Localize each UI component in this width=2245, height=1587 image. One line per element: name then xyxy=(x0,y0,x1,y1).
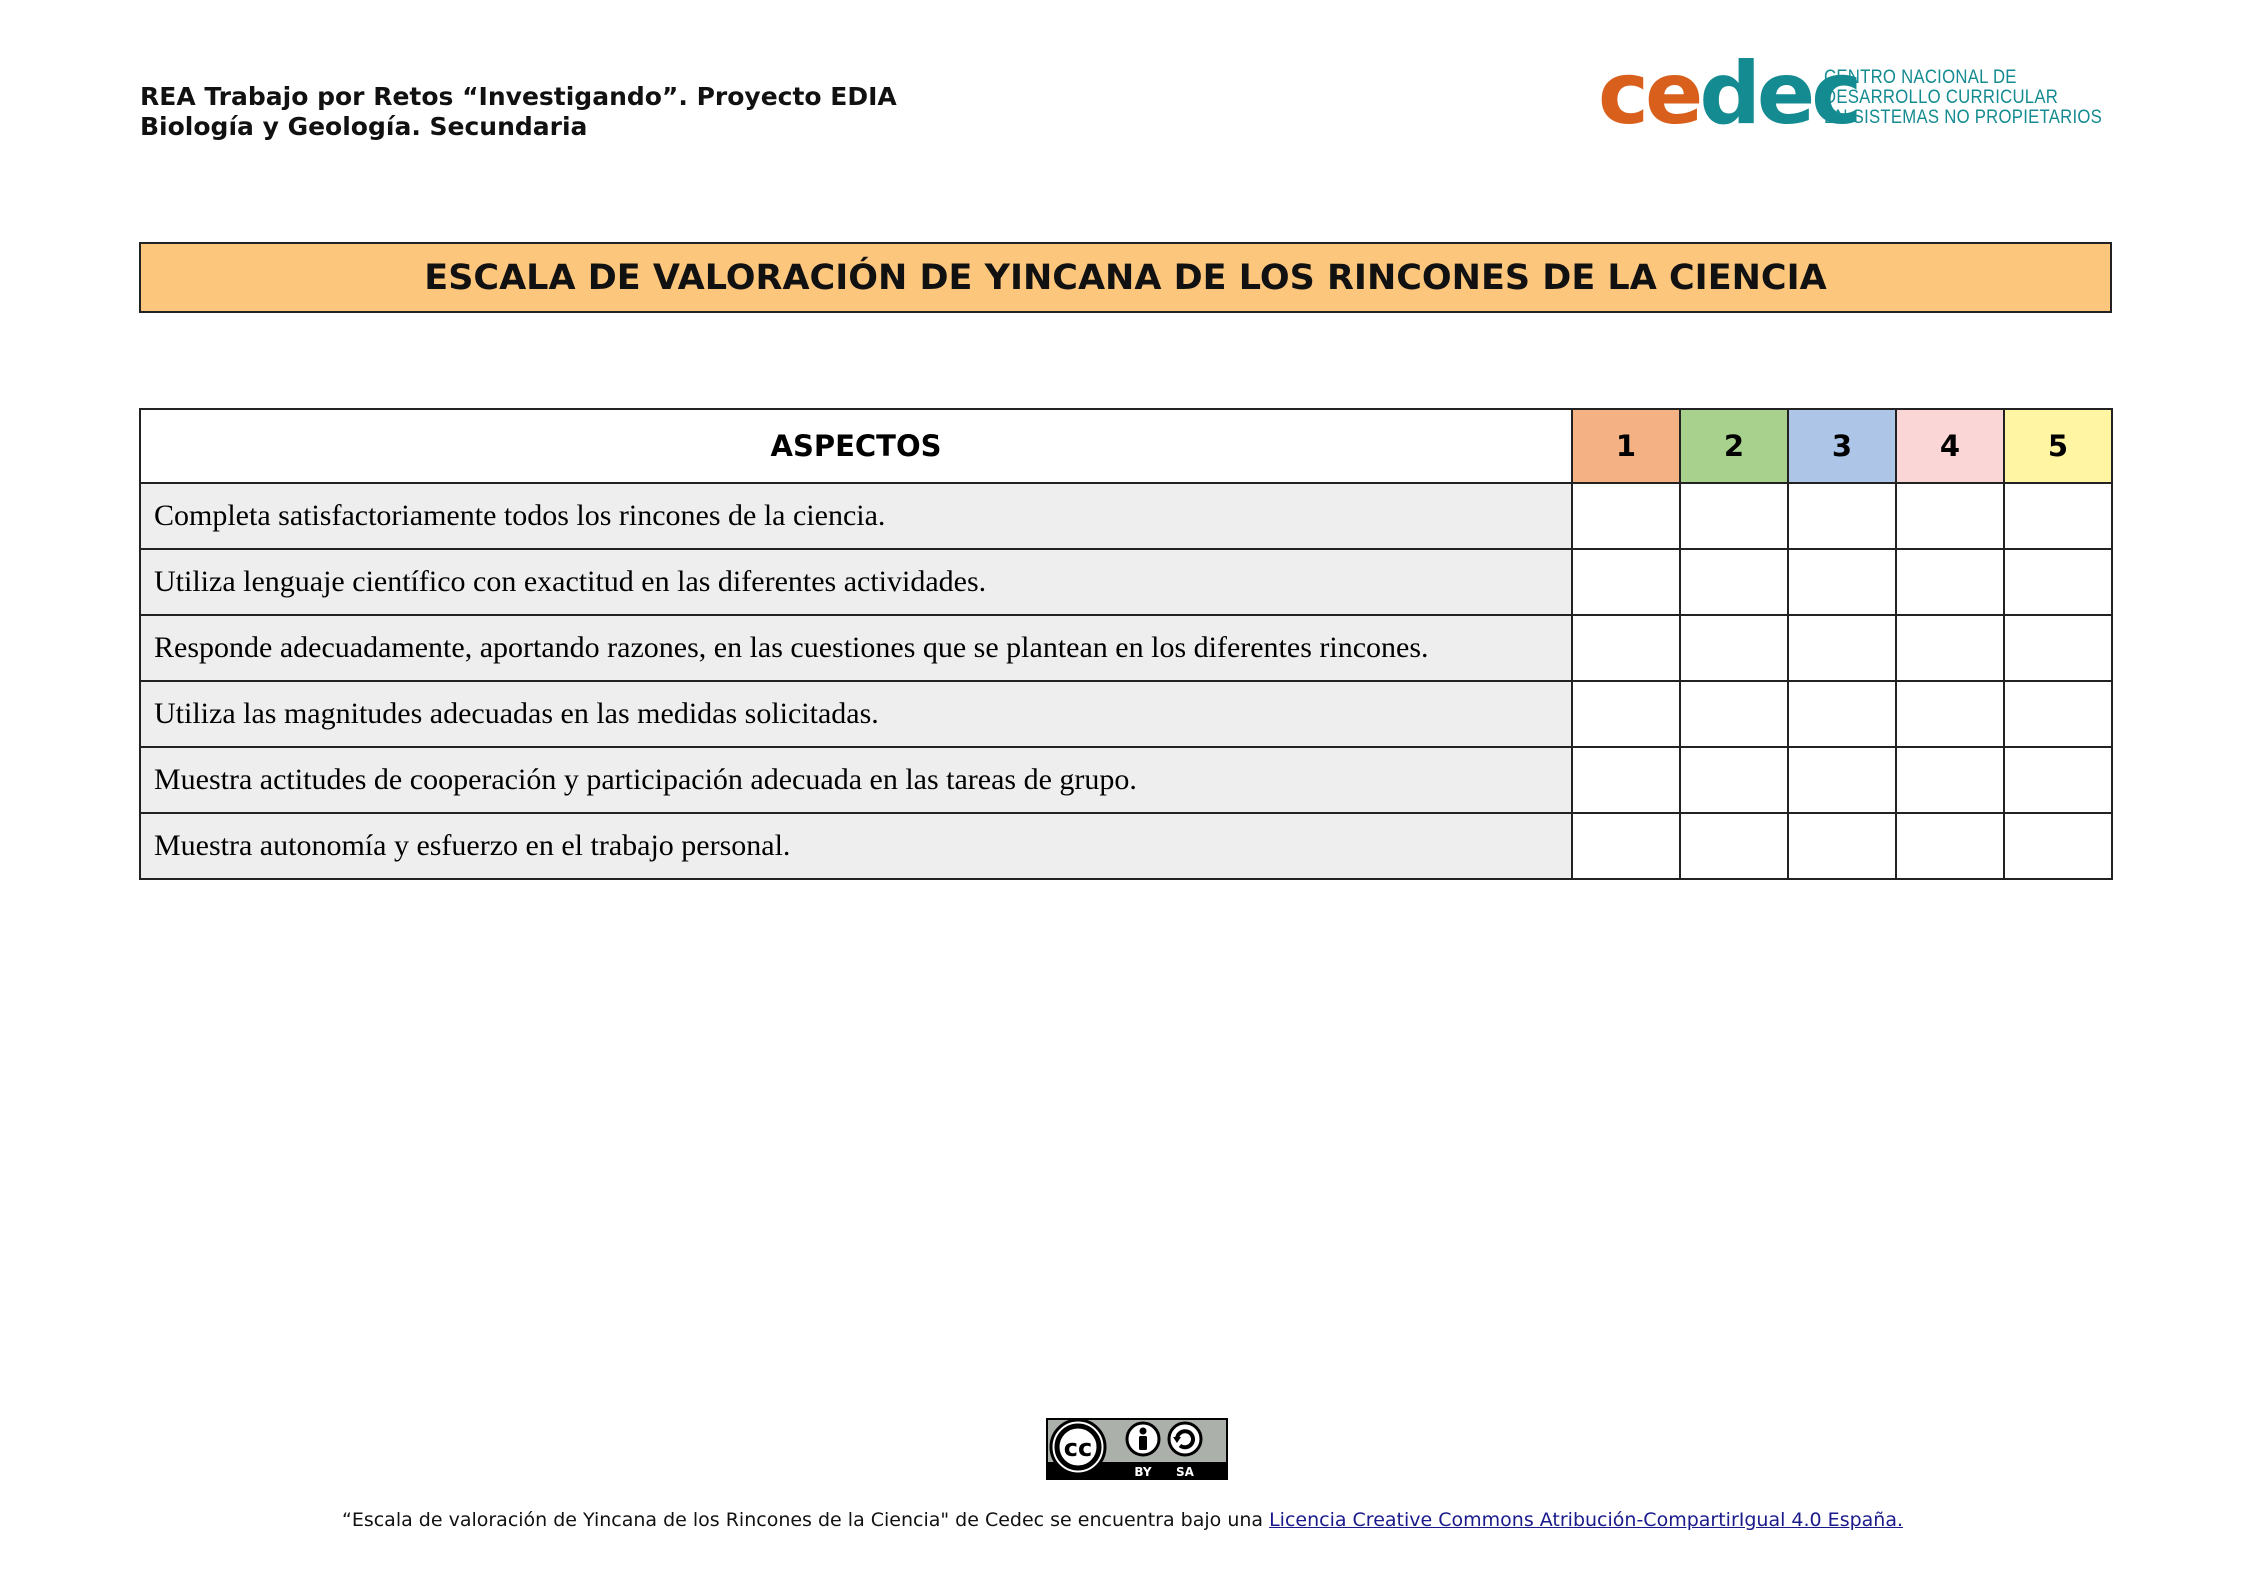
score-cell[interactable] xyxy=(2004,681,2112,747)
table-row xyxy=(140,615,2112,681)
score-cell[interactable] xyxy=(1788,483,1896,549)
score-cell[interactable] xyxy=(1572,747,1680,813)
score-header-5: 5 xyxy=(2004,409,2112,483)
cedec-logo-subtitle: CENTRO NACIONAL DE DESARROLLO CURRICULAR EN SISTEMAS NO PROPIETARIOS xyxy=(1824,67,2103,128)
cc-letters: cc xyxy=(1063,1434,1093,1462)
score-cell[interactable] xyxy=(1896,483,2004,549)
document-header xyxy=(140,82,897,142)
rating-scale-table xyxy=(139,408,2113,880)
score-cell[interactable] xyxy=(1896,549,2004,615)
license-link[interactable]: Licencia Creative Commons Atribución-CompartirIgual 4.0 España. xyxy=(1269,1509,1904,1531)
by-label: BY xyxy=(1134,1465,1152,1479)
score-cell[interactable] xyxy=(1680,615,1788,681)
table-row xyxy=(140,549,2112,615)
score-header-1: 1 xyxy=(1572,409,1680,483)
aspect-cell: Completa satisfactoriamente todos los rincones de la ciencia. xyxy=(140,483,1572,549)
score-cell[interactable] xyxy=(1788,615,1896,681)
aspect-cell: Responde adecuadamente, aportando razones, en las cuestiones que se plantean en los diferentes rincones. xyxy=(140,615,1572,681)
score-cell[interactable] xyxy=(2004,483,2112,549)
score-cell[interactable] xyxy=(2004,813,2112,879)
table-header-row xyxy=(140,409,2112,483)
page-title: ESCALA DE VALORACIÓN DE YINCANA DE LOS RINCONES DE LA CIENCIA xyxy=(139,242,2112,313)
cedec-logo xyxy=(1598,44,2103,144)
header-project-line: REA Trabajo por Retos “Investigando”. Proyecto EDIA xyxy=(140,82,897,111)
table-row xyxy=(140,483,2112,549)
score-cell[interactable] xyxy=(1896,813,2004,879)
license-attribution-text: “Escala de valoración de Yincana de los Rincones de la Ciencia" de Cedec se encuentra bajo una xyxy=(341,1509,1270,1531)
score-cell[interactable] xyxy=(1896,747,2004,813)
table-row xyxy=(140,747,2112,813)
table-row xyxy=(140,813,2112,879)
score-cell[interactable] xyxy=(1788,549,1896,615)
score-cell[interactable] xyxy=(1572,483,1680,549)
score-cell[interactable] xyxy=(1788,813,1896,879)
cc-by-sa-icon[interactable] xyxy=(1045,1417,1229,1481)
score-cell[interactable] xyxy=(1896,615,2004,681)
score-cell[interactable] xyxy=(1788,747,1896,813)
sa-share-icon xyxy=(1169,1423,1201,1455)
score-cell[interactable] xyxy=(1572,813,1680,879)
score-cell[interactable] xyxy=(1896,681,2004,747)
score-cell[interactable] xyxy=(1572,615,1680,681)
score-cell[interactable] xyxy=(1680,813,1788,879)
cedec-logo-wordmark: cedec xyxy=(1598,44,1859,144)
score-cell[interactable] xyxy=(1572,549,1680,615)
aspect-cell: Muestra autonomía y esfuerzo en el trabajo personal. xyxy=(140,813,1572,879)
sa-label: SA xyxy=(1176,1465,1194,1479)
score-header-3: 3 xyxy=(1788,409,1896,483)
score-cell[interactable] xyxy=(1680,747,1788,813)
aspect-cell: Muestra actitudes de cooperación y participación adecuada en las tareas de grupo. xyxy=(140,747,1572,813)
score-cell[interactable] xyxy=(1680,483,1788,549)
score-cell[interactable] xyxy=(1680,549,1788,615)
score-cell[interactable] xyxy=(1572,681,1680,747)
score-cell[interactable] xyxy=(1788,681,1896,747)
score-cell[interactable] xyxy=(2004,747,2112,813)
score-cell[interactable] xyxy=(2004,549,2112,615)
score-cell[interactable] xyxy=(2004,615,2112,681)
aspect-cell: Utiliza lenguaje científico con exactitud en las diferentes actividades. xyxy=(140,549,1572,615)
score-cell[interactable] xyxy=(1680,681,1788,747)
score-header-4: 4 xyxy=(1896,409,2004,483)
table-row xyxy=(140,681,2112,747)
aspect-cell: Utiliza las magnitudes adecuadas en las medidas solicitadas. xyxy=(140,681,1572,747)
license-footer xyxy=(0,1509,2245,1531)
score-header-2: 2 xyxy=(1680,409,1788,483)
aspects-column-header: ASPECTOS xyxy=(140,409,1572,483)
header-subject-line: Biología y Geología. Secundaria xyxy=(140,112,588,141)
